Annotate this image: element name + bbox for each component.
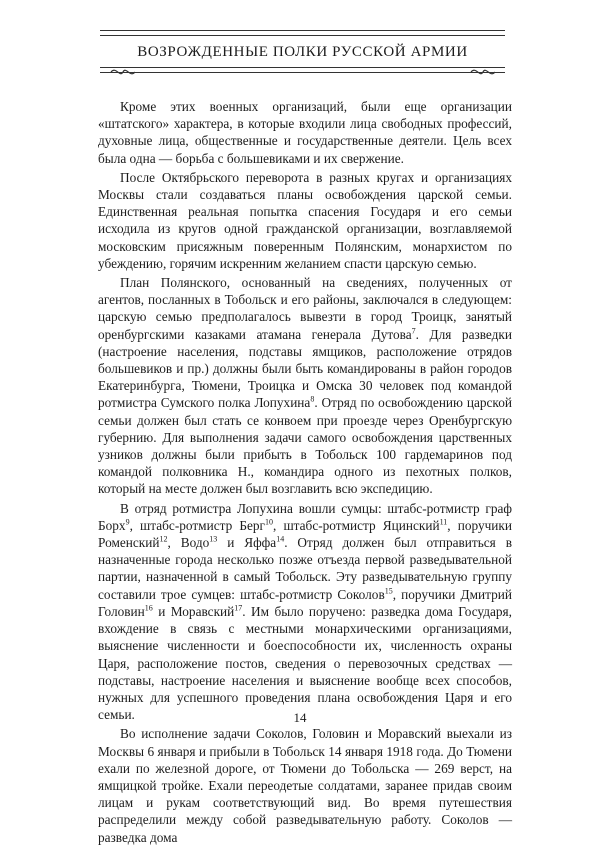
footnote-ref: 11 [439, 517, 448, 527]
paragraph [98, 274, 512, 498]
paragraph [98, 98, 512, 167]
footnote-ref: 8 [310, 395, 315, 405]
text-run: После Октябрьского переворота в разных кругах и организациях Москвы стали создаваться планы освобождения царской семьи. Единственная реальная попытка спасения Государя и его семьи исходила из кругов одной гражданской организации, возглавляемой московским присяжным поверенным Полянским, монархистом по убеждению, горячим искренним желанием спасти царскую семью. [98, 169, 512, 271]
text-run: , штабс-ротмистр Яцинский [273, 517, 440, 533]
footnote-ref: 16 [144, 603, 153, 613]
header-ornament-icon [470, 66, 496, 78]
page-number: 14 [293, 710, 307, 725]
footnote-ref: 13 [209, 534, 218, 544]
text-run: . Для разведки (настроение населения, подставы ямщиков, расположение отрядов большевиков и пр.) должны были быть командированы в район городов Екатеринбурга, Тюмени, Троицка и Омска 30 человек под командой ротмистра Сумского полка Лопухина [98, 326, 512, 411]
header-bottom-rule [100, 67, 505, 73]
paragraph [98, 169, 512, 272]
footnote-ref: 14 [276, 534, 285, 544]
footnote-ref: 12 [159, 534, 168, 544]
text-run: . Отряд по освобождению царской семьи должен был стать се конвоем при проезде через Оренбургскую губернию. Для выполнения задачи самого освобождения царственных узников должны были прибыть в Тобольск 100 гардемаринов под командой полковника Н., командира одного из пехотных полков, который на месте должен был возглавить всю экспедицию. [98, 395, 512, 497]
text-run: Кроме этих военных организаций, были еще организации «штатского» характера, в которые входили лица свободных профессий, духовные лица, общественные и государственные деятели. Цель всех была одна — борьба с большевиками и их свержение. [98, 99, 512, 166]
text-run: , поручики Дмитрий Головин [98, 586, 512, 619]
text-run: План Полянского, основанный на сведениях, полученных от агентов, посланных в Тобольск и его районы, заключался в следующем: царскую семью предполагалось вывезти в город Троицк, занятый оренбургскими казаками атамана генерала Дутова [98, 275, 512, 342]
text-run: В отряд ротмистра Лопухина вошли сумцы: штабс-ротмистр граф Борх [98, 500, 512, 533]
text-run: . Им было поручено: разведка дома Государя, вхождение в связь с местными монархическими организациями, выяснение численности и боеспособности их, численность охраны Царя, расположение постов, сведения о перевозочных средствах — подставы, настроение населения и выяснение вообще всех способов, нужных для успешного проведения плана освобождения Царя и его семьи. [98, 603, 512, 723]
text-run: и Яффа [217, 535, 277, 551]
text-run: , штабс-ротмистр Берг [129, 517, 265, 533]
footnote-ref: 9 [125, 517, 130, 527]
text-run: Во исполнение задачи Соколов, Головин и Моравский выехали из Москвы 6 января и прибыли в Тобольск 14 января 1918 года. До Тюмени ехали по железной дороге, от Тюмени до Тобольска — 269 верст, на ямщицкой тройке. Ехали переодетые солдатами, заранее придав своим лицам и рукам соответствующий вид. Во время путешествия распределили между собой разведывательную работу. Соколов — разведка дома [98, 726, 512, 845]
header-top-rule [100, 30, 505, 36]
header-ornament-icon [110, 66, 136, 78]
body-text [98, 98, 512, 846]
footnote-ref: 15 [384, 586, 393, 596]
text-run: . Отряд должен был отправиться в назначенные города несколько позже отъезда первой разведывательной партии, назначенной в самый Тобольск. Эту разведывательную группу составили трое сумцев: штабс-ротмистр Соколов [98, 535, 512, 602]
footnote-ref: 17 [234, 603, 243, 613]
text-run: , Водо [167, 535, 210, 551]
header-title: ВОЗРОЖДЕННЫЕ ПОЛКИ РУССКОЙ АРМИИ [137, 44, 468, 60]
running-header [100, 30, 505, 73]
footnote-ref: 10 [265, 517, 273, 527]
text-run: и Моравский [152, 603, 235, 619]
paragraph [98, 725, 512, 845]
text-run: , поручики Роменский [98, 517, 512, 551]
paragraph [98, 500, 512, 724]
footnote-ref: 7 [411, 326, 416, 336]
